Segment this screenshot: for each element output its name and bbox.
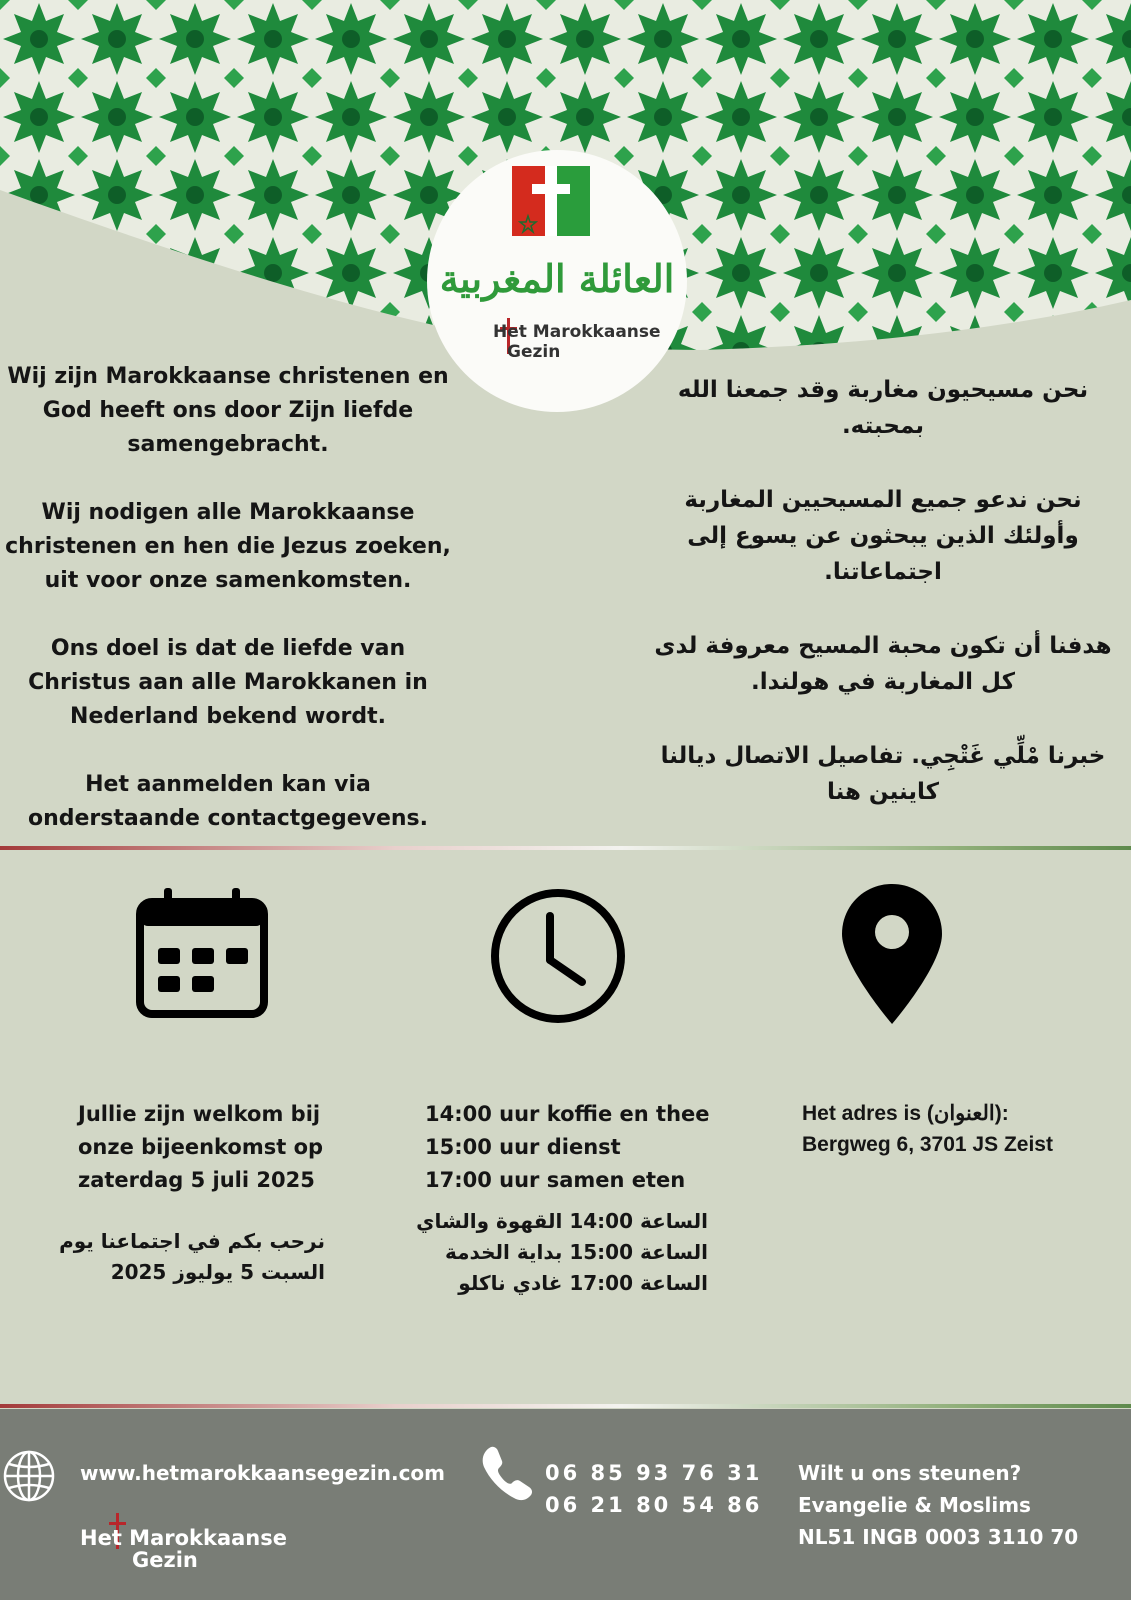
logo-name-line2: Gezin — [507, 342, 561, 362]
arabic-paragraph: نحن مسيحيون مغاربة وقد جمعنا الله بمحبته. — [677, 377, 1089, 439]
dutch-intro-text — [0, 360, 456, 870]
footer-logo-line2: Gezin — [132, 1548, 198, 1572]
footer-logo-line1: Het Marokkaanse — [80, 1526, 287, 1550]
support-line: Wilt u ons steunen? — [798, 1461, 1022, 1485]
dutch-paragraph: Wij nodigen alle Marokkaanse christenen en hen die Jezus zoeken, uit voor onze samenkomsten. — [5, 500, 451, 593]
logo-name-line1: Het Marokkaanse — [493, 322, 661, 342]
dutch-paragraph: Het aanmelden kan via onderstaande contactgegevens. — [27, 772, 429, 831]
address-info — [802, 1098, 1122, 1160]
schedule-line: 17:00 uur samen eten — [425, 1168, 686, 1192]
globe-icon — [2, 1449, 56, 1503]
phone-icon — [480, 1445, 534, 1501]
date-line: onze bijeenkomst op — [78, 1135, 324, 1159]
date-info-arabic — [60, 1226, 325, 1288]
moroccan-flag-cross-icon — [512, 166, 590, 236]
date-line: Jullie zijn welkom bij — [78, 1102, 321, 1126]
date-info-dutch — [78, 1098, 338, 1197]
address-value: Bergweg 6, 3701 JS Zeist — [802, 1133, 1053, 1156]
schedule-arabic — [418, 1206, 708, 1299]
bank-account: NL51 INGB 0003 3110 70 — [798, 1525, 1079, 1549]
location-pin-icon — [842, 884, 942, 1024]
schedule-dutch — [425, 1098, 715, 1197]
schedule-line-ar: الساعة 15:00 بداية الخدمة — [445, 1240, 708, 1264]
logo-dutch-name — [493, 322, 683, 362]
date-line: zaterdag 5 juli 2025 — [78, 1168, 315, 1192]
phone-number[interactable]: 06 21 80 54 86 — [545, 1493, 763, 1517]
schedule-line-ar: الساعة 17:00 غادي ناكلو — [458, 1271, 708, 1295]
schedule-line-ar: الساعة 14:00 القهوة والشاي — [416, 1209, 708, 1233]
footer — [0, 1409, 1131, 1600]
phone-number[interactable]: 06 85 93 76 31 — [545, 1461, 763, 1485]
arabic-paragraph: خبرنا مْلِّي غَتْجِي. تفاصيل الاتصال ديالنا كاينين هنا — [660, 743, 1106, 805]
support-info — [798, 1457, 1078, 1553]
logo-arabic-name: العائلة المغربية — [439, 256, 675, 301]
schedule-line: 15:00 uur dienst — [425, 1135, 621, 1159]
website-link[interactable]: www.hetmarokkaansegezin.com — [80, 1461, 445, 1485]
calendar-icon — [136, 888, 268, 1020]
phone-numbers — [545, 1457, 762, 1521]
footer-divider — [0, 1404, 1131, 1408]
support-line: Evangelie & Moslims — [798, 1493, 1031, 1517]
arabic-intro-text — [648, 372, 1118, 848]
arabic-paragraph: هدفنا أن تكون محبة المسيح معروفة لدى كل المغاربة في هولندا. — [654, 633, 1112, 695]
dutch-paragraph: Ons doel is dat de liefde van Christus aan alle Marokkanen in Nederland bekend wordt. — [28, 636, 428, 729]
date-line-ar: نرحب بكم في اجتماعنا يوم — [59, 1229, 325, 1253]
date-line-ar: السبت 5 يوليوز 2025 — [110, 1260, 325, 1284]
dutch-paragraph: Wij zijn Marokkaanse christenen en God heeft ons door Zijn liefde samengebracht. — [7, 364, 449, 457]
schedule-line: 14:00 uur koffie en thee — [425, 1102, 710, 1126]
section-divider — [0, 846, 1131, 850]
address-label: Het adres is (العنوان): — [802, 1102, 1009, 1125]
arabic-paragraph: نحن ندعو جميع المسيحيين المغاربة وأولئك الذين يبحثون عن يسوع إلى اجتماعاتنا. — [684, 487, 1082, 585]
footer-logo-text — [80, 1527, 287, 1571]
clock-icon — [488, 886, 628, 1026]
